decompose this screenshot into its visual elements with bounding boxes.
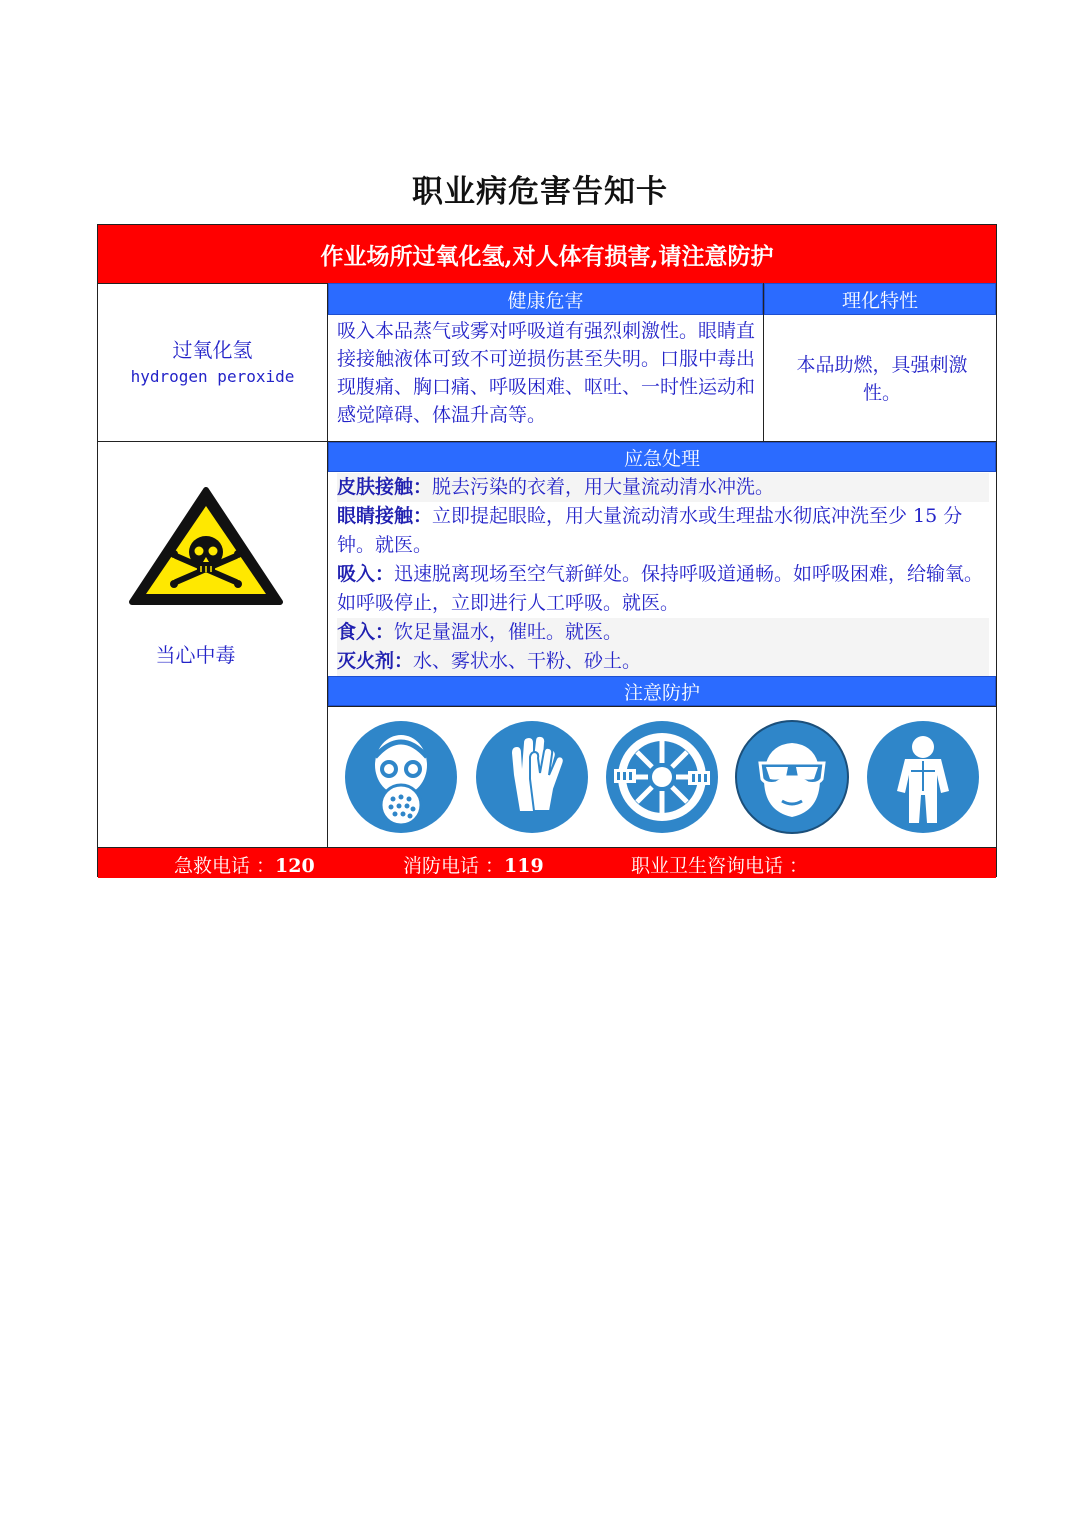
emergency-list (337, 473, 989, 676)
hazard-card (97, 224, 997, 877)
protective-suit-icon (865, 719, 981, 835)
emergency-header: 应急处理 (328, 442, 996, 472)
emergency-label: 食入： (337, 621, 395, 643)
page-title: 职业病危害告知卡 (412, 174, 668, 210)
skull-crossbones-warning-icon (128, 486, 284, 606)
substance-name-zh: 过氧化氢 (172, 337, 253, 362)
occupational-phone: 职业卫生咨询电话 ： (631, 855, 809, 877)
substance-name (98, 284, 327, 441)
emergency-label: 眼睛接触： (337, 505, 433, 527)
physchem-text: 本品助燃，具强刺激性。 (796, 354, 968, 404)
emergency-label: 灭火剂： (337, 650, 414, 672)
substance-name-en: hydrogen peroxide (130, 366, 295, 386)
emergency-item-extinguish (337, 647, 989, 676)
protection-icons (328, 707, 996, 847)
emergency-text: 水、雾状水、干粉、砂土。 (413, 650, 642, 672)
health-hazard-header: 健康危害 (328, 283, 763, 315)
emergency-text: 迅速脱离现场至空气新鲜处。保持呼吸道通畅。如呼吸困难，给输氧。如呼吸停止，立即进行人工呼吸。就医。 (337, 563, 984, 614)
ventilation-icon (604, 719, 720, 835)
emergency-label: 皮肤接触： (337, 476, 433, 498)
gloves-icon (474, 719, 590, 835)
emergency-item-inhale (337, 560, 989, 618)
emergency-item-ingest (337, 618, 989, 647)
first-aid-number: 120 (275, 855, 315, 877)
hazard-banner: 作业场所过氧化氢,对人体有损害,请注意防护 (98, 225, 996, 284)
goggles-icon (734, 719, 850, 835)
fire-phone (403, 851, 544, 878)
gas-mask-icon (343, 719, 459, 835)
first-aid-phone (174, 851, 315, 878)
warning-sign-label: 当心中毒 (155, 643, 236, 667)
emergency-text: 立即提起眼睑，用大量流动清水或生理盐水彻底冲洗至少 15 分钟。就医。 (337, 505, 963, 556)
warning-sign-cell (98, 442, 327, 847)
first-aid-label: 急救电话 ： (174, 855, 276, 877)
emergency-text: 脱去污染的衣着，用大量流动清水冲洗。 (432, 476, 775, 498)
physchem-header: 理化特性 (764, 283, 996, 315)
emergency-label: 吸入： (337, 563, 395, 585)
fire-number: 119 (504, 855, 544, 877)
emergency-item-eye (337, 502, 989, 560)
health-hazard-text: 吸入本品蒸气或雾对呼吸道有强烈刺激性。眼睛直接接触液体可致不可逆损伤甚至失明。口服中毒出现腹痛、胸口痛、呼吸困难、呕吐、一时性运动和感觉障碍、体温升高等。 (337, 320, 756, 426)
fire-label: 消防电话 ： (403, 855, 505, 877)
emergency-phone-bar (98, 847, 996, 878)
emergency-text: 饮足量温水，催吐。就医。 (394, 621, 623, 643)
protection-header: 注意防护 (328, 676, 996, 706)
emergency-item-skin (337, 473, 989, 502)
